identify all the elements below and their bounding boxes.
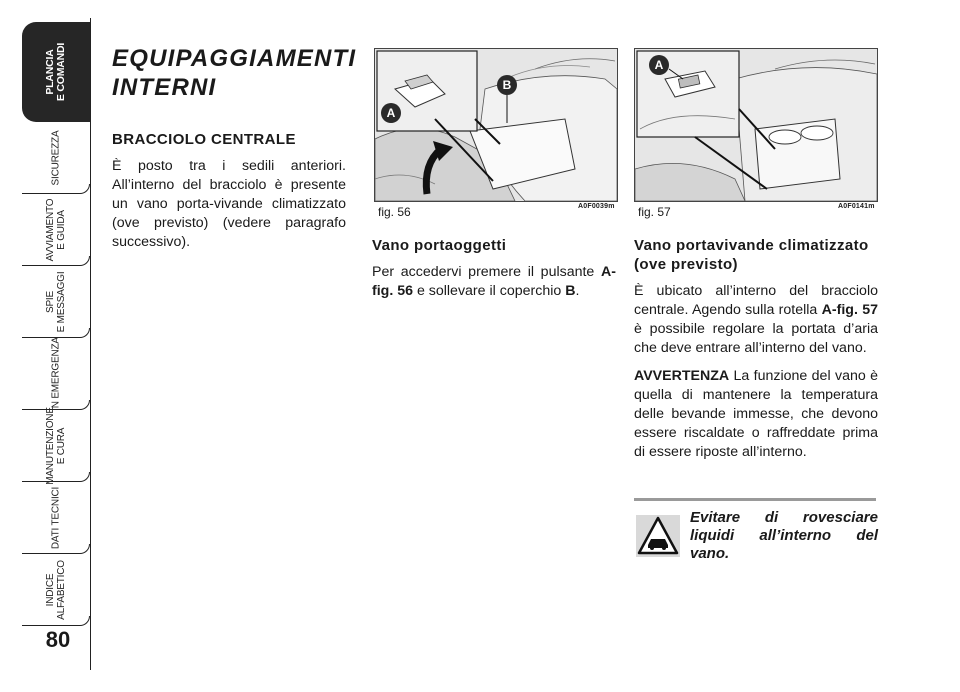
figure-56-caption: fig. 56 [378, 205, 411, 219]
part-reference: B [565, 283, 576, 299]
figure-57-code: A0F0141m [838, 203, 875, 210]
tab-in-emergenza[interactable] [22, 338, 90, 410]
tab-label: IN EMERGENZA [50, 337, 62, 411]
sidebar-rail [90, 18, 91, 670]
tab-label: PLANCIA E COMANDI [44, 42, 67, 102]
warning-box [634, 498, 876, 563]
figure-56-code: A0F0039m [578, 203, 615, 210]
tab-plancia-e-comandi[interactable] [22, 22, 90, 122]
page-number: 80 [45, 627, 71, 652]
section-vano-portavivande [634, 236, 878, 471]
tab-label: SPIE E MESSAGGI [45, 271, 67, 333]
tab-label: INDICE ALFABETICO [45, 560, 67, 620]
figure-label-a: A [654, 58, 664, 72]
section-text: È ubicato all’interno del bracciolo centrale. Agendo sulla rotella A-fig. 57 è possibile regolare la portata d’aria che deve entrare all’interno del vano. [634, 283, 879, 356]
tab-label: SICUREZZA [50, 130, 62, 186]
tab-spie-e-messaggi[interactable] [22, 266, 90, 338]
cooled-compartment-illustration [635, 49, 877, 201]
chapter-sidebar [0, 0, 100, 692]
tab-sicurezza[interactable] [22, 122, 90, 194]
section-heading: BRACCIOLO CENTRALE [112, 131, 296, 148]
warning-text: Evitare di rovesciare liquidi all’interno del vano. [690, 509, 878, 562]
tab-manutenzione-e-cura[interactable] [22, 407, 90, 485]
advisory-text: AVVERTENZA La funzione del vano è quella di mantenere la temperatura delle bevande immesse, che devono essere riscaldate o raffreddate prima di essere riposte all’interno. [634, 368, 878, 460]
section-text: È posto tra i sedili anteriori. All’interno del bracciolo è presente un vano porta-vivande climatizzato (ove previsto) (vedere paragrafo successivo). [112, 158, 346, 250]
figure-57 [634, 48, 878, 202]
section-heading: Vano portaoggetti [372, 237, 507, 254]
tab-label: AVVIAMENTO E GUIDA [45, 198, 67, 262]
section-heading: Vano portavivande climatizzato (ove previsto) [634, 237, 869, 273]
tab-label: DATI TECNICI [50, 486, 62, 550]
tab-indice-alfabetico[interactable] [22, 554, 90, 626]
tab-dati-tecnici[interactable] [22, 482, 90, 554]
section-bracciolo-centrale [112, 130, 346, 252]
car-warning-triangle-icon [636, 515, 680, 557]
figure-label-b: B [502, 78, 512, 92]
advisory-label: AVVERTENZA [634, 368, 730, 384]
figure-reference: A-fig. 56 [372, 264, 616, 299]
page-title: EQUIPAGGIAMENTI INTERNI [112, 45, 357, 101]
tab-avviamento-e-guida[interactable] [22, 194, 90, 266]
armrest-illustration [375, 49, 617, 201]
tab-label: MANUTENZIONE E CURA [45, 407, 67, 485]
section-vano-portaoggetti [372, 236, 616, 301]
figure-reference: A-fig. 57 [821, 302, 879, 318]
section-text: Per accedervi premere il pulsante A-fig. 56 e sollevare il coperchio B. [372, 264, 616, 299]
figure-57-caption: fig. 57 [638, 205, 671, 219]
figure-label-a: A [386, 106, 396, 120]
figure-56 [374, 48, 618, 202]
